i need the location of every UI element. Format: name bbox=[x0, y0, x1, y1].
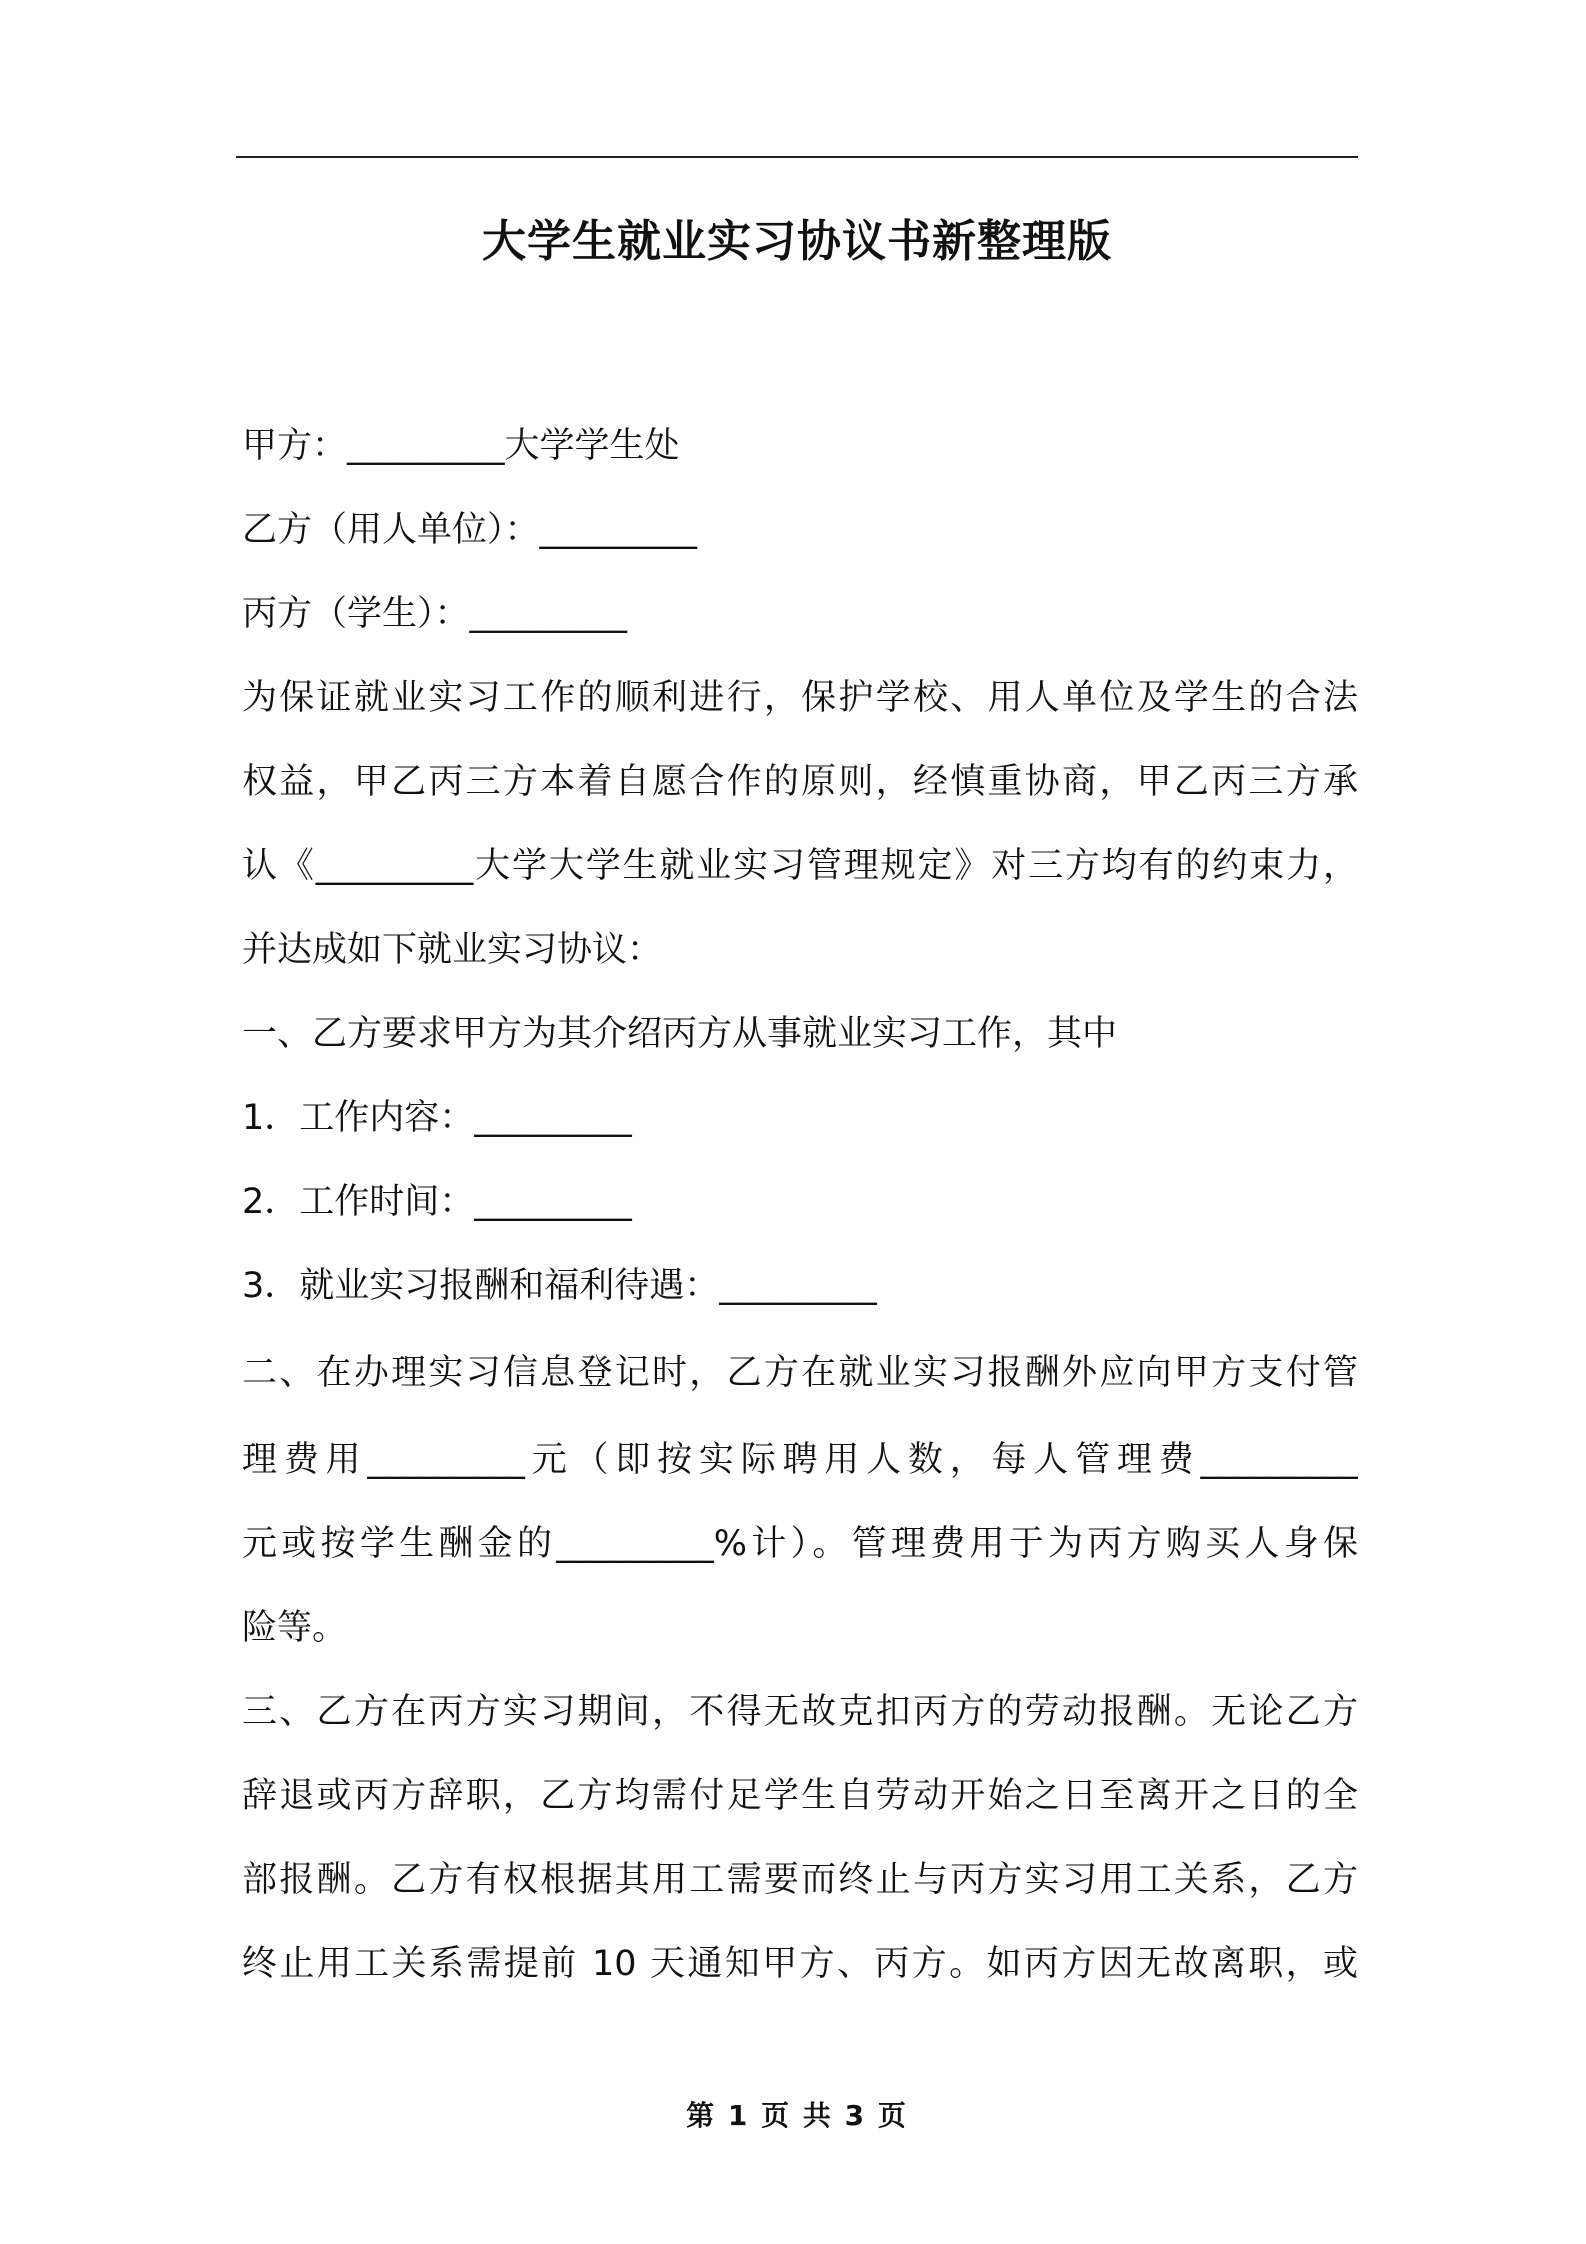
header-rule bbox=[236, 156, 1358, 158]
document-title: 大学生就业实习协议书新整理版 bbox=[482, 216, 1112, 267]
party-a-line: 甲方：_________大学学生处 bbox=[242, 426, 680, 466]
preamble-line-1: 为保证就业实习工作的顺利进行，保护学校、用人单位及学生的合法 bbox=[242, 678, 1358, 718]
clause-1-heading: 一、乙方要求甲方为其介绍丙方从事就业实习工作，其中 bbox=[242, 1014, 1118, 1054]
preamble-line-4: 并达成如下就业实习协议： bbox=[242, 930, 663, 970]
party-b-line: 乙方（用人单位）：_________ bbox=[242, 510, 698, 550]
clause-2-line-3: 元或按学生酬金的_________%计）。管理费用于为丙方购买人身保 bbox=[242, 1524, 1358, 1564]
preamble-line-2: 权益，甲乙丙三方本着自愿合作的原则，经慎重协商，甲乙丙三方承 bbox=[242, 762, 1358, 802]
clause-1-item-3: 3．就业实习报酬和福利待遇：_________ bbox=[242, 1266, 877, 1306]
clause-1-item-1: 1．工作内容：_________ bbox=[242, 1098, 632, 1138]
clause-3-line-2: 辞退或丙方辞职，乙方均需付足学生自劳动开始之日至离开之日的全 bbox=[242, 1776, 1358, 1816]
clause-3-line-1: 三、乙方在丙方实习期间，不得无故克扣丙方的劳动报酬。无论乙方 bbox=[242, 1692, 1358, 1732]
clause-2-line-1: 二、在办理实习信息登记时，乙方在就业实习报酬外应向甲方支付管 bbox=[242, 1353, 1358, 1393]
clause-2-line-4: 险等。 bbox=[242, 1608, 348, 1648]
clause-3-line-3: 部报酬。乙方有权根据其用工需要而终止与丙方实习用工关系，乙方 bbox=[242, 1860, 1358, 1900]
clause-1-item-2: 2．工作时间：_________ bbox=[242, 1182, 632, 1222]
document-body bbox=[242, 404, 1358, 2006]
preamble-line-3: 认《_________大学大学生就业实习管理规定》对三方均有的约束力， bbox=[242, 846, 1358, 886]
clause-2-line-2: 理费用_________元（即按实际聘用人数，每人管理费_________ bbox=[242, 1440, 1358, 1480]
page-number-footer: 第 1 页 共 3 页 bbox=[686, 2099, 908, 2132]
clause-3-line-4: 终止用工关系需提前 10 天通知甲方、丙方。如丙方因无故离职，或 bbox=[242, 1944, 1358, 1984]
party-c-line: 丙方（学生）：_________ bbox=[242, 594, 628, 634]
